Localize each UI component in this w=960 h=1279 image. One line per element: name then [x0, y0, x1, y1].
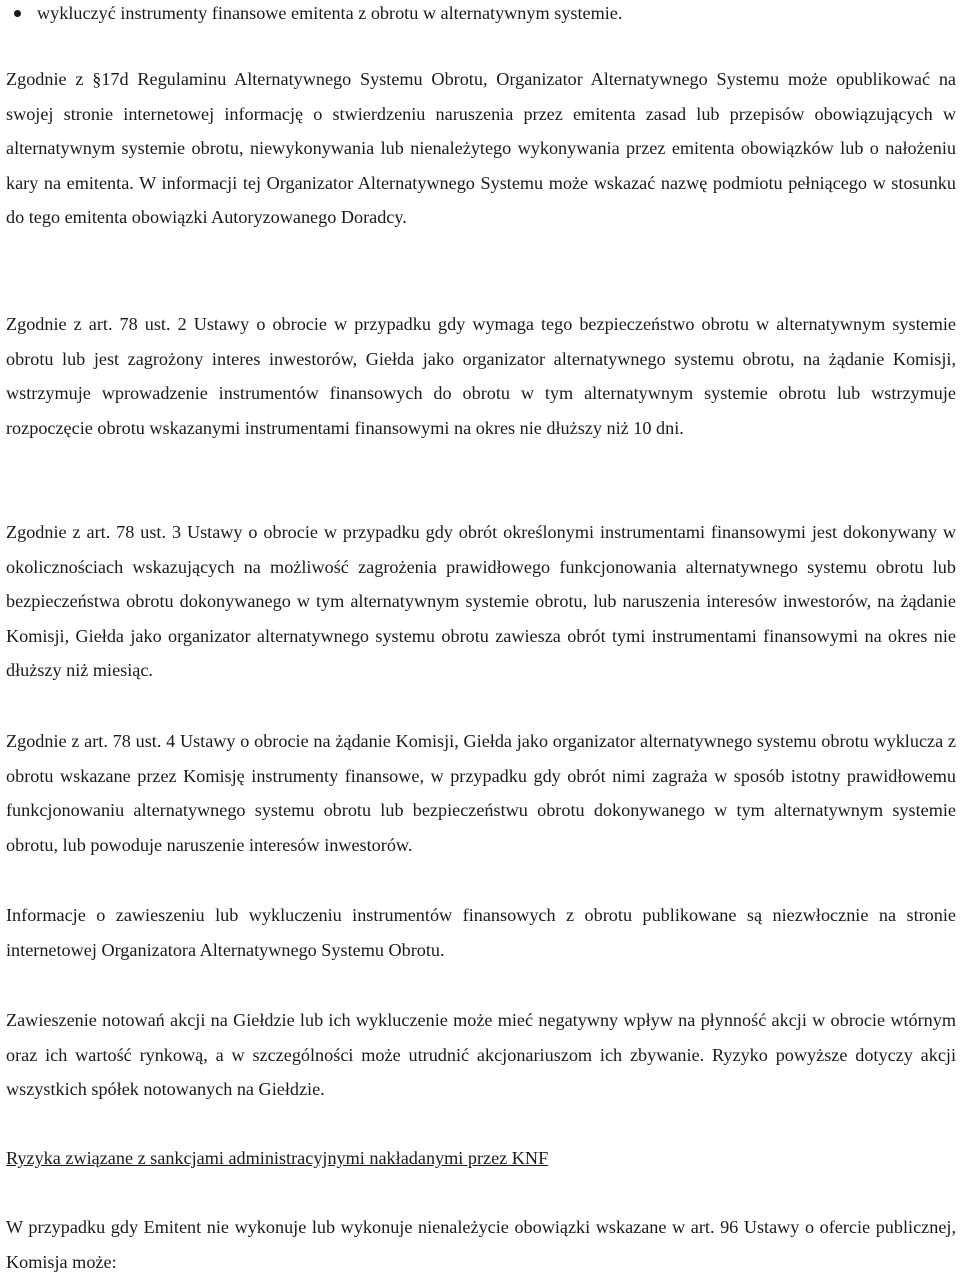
bullet-text: wykluczyć instrumenty finansowe emitenta z obrotu w alternatywnym systemie.: [37, 3, 623, 23]
paragraph-publication: Informacje o zawieszeniu lub wykluczeniu instrumentów finansowych z obrotu publikowane są niezwłocznie na stronie internetowej Organizatora Alternatywnego Systemu Obrotu.: [6, 905, 956, 960]
bullet-list-item: [6, 0, 956, 31]
paragraph-suspension-risk: Zawieszenie notowań akcji na Giełdzie lub ich wykluczenie może mieć negatywny wpływ na płynność akcji w obrocie wtórnym oraz ich wartość rynkową, a w szczególności może utrudnić akcjonariuszom ich zbywanie. Ryzyko powyższe dotyczy akcji wszystkich spółek notowanych na Giełdzie.: [6, 1010, 956, 1099]
paragraph-art78-ust4: Zgodnie z art. 78 ust. 4 Ustawy o obrocie na żądanie Komisji, Giełda jako organizator alternatywnego systemu obrotu wyklucza z obrotu wskazane przez Komisję instrumenty finansowe, w przypadku gdy obrót nimi zagraża w sposób istotny prawidłowemu funkcjonowaniu alternatywnego systemu obrotu lub bezpieczeństwu obrotu dokonywanego w tym alternatywnym systemie obrotu, lub powoduje naruszenie interesów inwestorów.: [6, 731, 956, 855]
paragraph-regulamin: Zgodnie z §17d Regulaminu Alternatywnego Systemu Obrotu, Organizator Alternatywnego Systemu może opublikować na swojej stronie internetowej informację o stwierdzeniu naruszenia przez emitenta zasad lub przepisów obowiązujących w alternatywnym systemie obrotu, niewykonywania lub nienależytego wykonywania przez emitenta obowiązków lub o nałożeniu kary na emitenta. W informacji tej Organizator Alternatywnego Systemu może wskazać nazwę podmiotu pełniącego w stosunku do tego emitenta obowiązki Autoryzowanego Doradcy.: [6, 69, 956, 227]
paragraph-art78-ust3: Zgodnie z art. 78 ust. 3 Ustawy o obrocie w przypadku gdy obrót określonymi instrumentami finansowymi jest dokonywany w okolicznościach wskazujących na możliwość zagrożenia prawidłowego funkcjonowania alternatywnego systemu obrotu lub bezpieczeństwa obrotu dokonywanego w tym alternatywnym systemie obrotu, lub naruszenia interesów inwestorów, na żądanie Komisji, Giełda jako organizator alternatywnego systemu obrotu zawiesza obrót tymi instrumentami finansowymi na okres nie dłuższy niż miesiąc.: [6, 522, 956, 680]
bullet-icon: [14, 10, 21, 17]
paragraph-knf-sanctions: W przypadku gdy Emitent nie wykonuje lub wykonuje nienależycie obowiązki wskazane w art. 96 Ustawy o ofercie publicznej, Komisja może:: [6, 1217, 956, 1272]
paragraph-art78-ust2: Zgodnie z art. 78 ust. 2 Ustawy o obrocie w przypadku gdy wymaga tego bezpieczeństwo obrotu w alternatywnym systemie obrotu lub jest zagrożony interes inwestorów, Giełda jako organizator alternatywnego systemu obrotu, na żądanie Komisji, wstrzymuje wprowadzenie instrumentów finansowych do obrotu w tym alternatywnym systemie obrotu lub wstrzymuje rozpoczęcie obrotu wskazanymi instrumentami finansowymi na okres nie dłuższy niż 10 dni.: [6, 314, 956, 438]
section-heading: Ryzyka związane z sankcjami administracyjnymi nakładanymi przez KNF: [6, 1148, 549, 1168]
